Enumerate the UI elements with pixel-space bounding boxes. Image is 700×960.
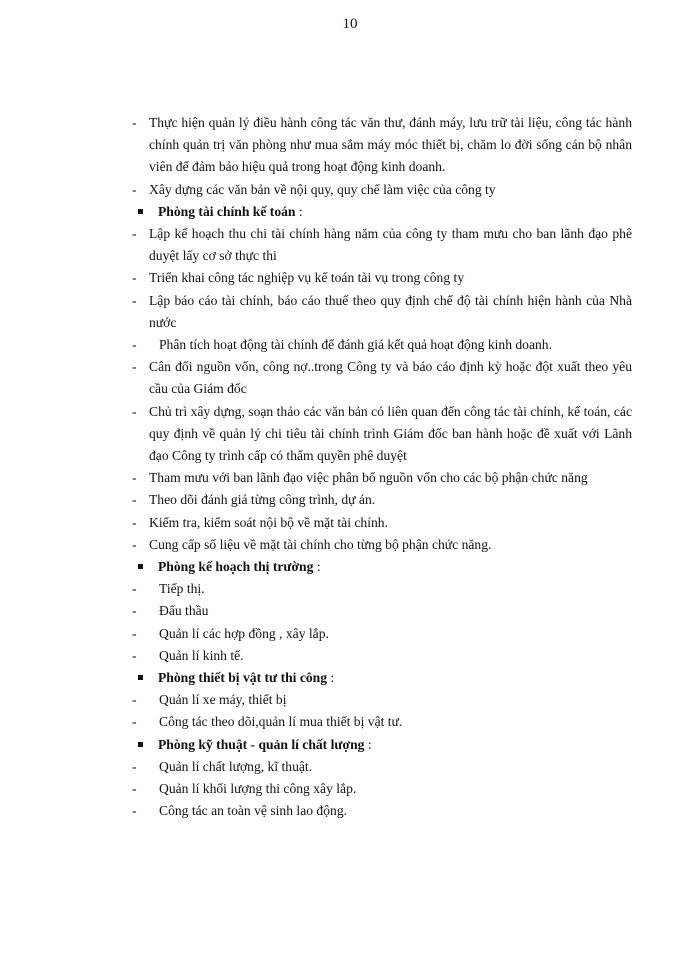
section-heading-title: Phòng tài chính kế toán [158,203,296,219]
list-item [132,578,632,600]
dash-bullet-icon: - [132,581,137,597]
list-item [132,356,632,400]
section-heading-colon: : [364,736,372,752]
dash-bullet-icon: - [132,270,137,286]
section-heading-colon: : [295,203,303,219]
list-item-text: Triển khai công tác nghiệp vụ kế toán tài vụ trong công ty [149,270,465,286]
dash-bullet-icon: - [132,470,137,486]
dash-bullet-icon: - [132,514,137,530]
dash-bullet-icon: - [132,758,137,774]
list-item [132,534,632,556]
dash-bullet-icon: - [132,115,137,130]
list-item-text: Quản lí kinh tế. [159,647,244,663]
square-bullet-icon [138,742,143,747]
list-item [132,512,632,534]
list-item [132,267,632,289]
dash-bullet-icon: - [132,647,137,663]
dash-bullet-icon: - [132,781,137,797]
list-item-text: Cân đối nguồn vốn, công nợ..trong Công ty và báo cáo định kỳ hoặc đột xuất theo yêu cầu của Giám đốc [149,359,632,397]
list-item [132,223,632,267]
list-item-text: Thực hiện quản lý điều hành công tác văn thư, đánh máy, lưu trữ tài liệu, công tác hành chính quản trị văn phòng như mua sắm máy móc thiết bị, chăm lo đời sống cán bộ nhân viên để đảm bảo hiệu quả trong hoạt động kinh doanh. [149,115,632,175]
list-item-text: Quản lí khối lượng thi công xây lắp. [159,781,357,797]
list-item [132,112,632,179]
section-heading [132,201,632,223]
list-item-text: Tham mưu với ban lãnh đạo việc phân bổ nguồn vốn cho các bộ phận chức năng [149,470,588,486]
list-item-text: Tiếp thị. [159,581,205,597]
dash-bullet-icon: - [132,714,137,730]
document-body [132,112,632,823]
list-item-text: Phân tích hoạt động tài chính để đánh giá kết quả hoạt động kinh doanh. [159,337,553,353]
list-item [132,778,632,800]
list-item [132,334,632,356]
list-item-text: Đấu thầu [159,603,209,619]
list-item [132,711,632,733]
section-heading-colon: : [327,670,335,686]
section-heading [132,734,632,756]
list-item-text: Quản lí các hợp đồng , xây lắp. [159,625,329,641]
list-item [132,800,632,822]
dash-bullet-icon: - [132,292,137,308]
list-item-text: Quản lí xe máy, thiết bị [159,692,287,708]
section-heading [132,667,632,689]
list-item [132,756,632,778]
list-item [132,467,632,489]
list-item-text: Kiểm tra, kiểm soát nội bộ về mặt tài chính. [149,514,388,530]
list-item [132,600,632,622]
dash-bullet-icon: - [132,337,137,353]
list-item-text: Lập báo cáo tài chính, báo cáo thuế theo quy định chế độ tài chính hiện hành của Nhà nước [149,292,632,330]
list-item-text: Cung cấp số liệu về mặt tài chính cho từng bộ phận chức năng. [149,536,492,552]
square-bullet-icon [138,564,143,569]
section-heading-colon: : [313,559,321,575]
list-item-text: Theo dõi đánh giá từng công trình, dự án. [149,492,376,508]
list-item-text: Công tác theo dõi,quản lí mua thiết bị vật tư. [159,714,403,730]
square-bullet-icon [138,209,143,214]
list-item-text: Quản lí chất lượng, kĩ thuật. [159,758,313,774]
list-item [132,179,632,201]
dash-bullet-icon: - [132,603,137,619]
list-item-text: Lập kế hoạch thu chi tài chính hàng năm của công ty tham mưu cho ban lãnh đạo phê duyệt lấy cơ sở thực thi [149,226,632,264]
dash-bullet-icon: - [132,803,137,819]
dash-bullet-icon: - [132,625,137,641]
list-item [132,401,632,468]
dash-bullet-icon: - [132,492,137,508]
section-heading-title: Phòng thiết bị vật tư thi công [158,670,328,686]
list-item [132,689,632,711]
list-item [132,489,632,511]
list-item [132,645,632,667]
dash-bullet-icon: - [132,181,137,197]
section-heading [132,556,632,578]
list-item [132,623,632,645]
section-heading-title: Phòng kỹ thuật - quản lí chất lượng [158,736,365,752]
page-number: 10 [342,16,358,32]
list-item-text: Xây dựng các văn bản về nội quy, quy chế làm việc của công ty [149,181,496,197]
dash-bullet-icon: - [132,359,137,375]
square-bullet-icon [138,675,143,680]
list-item-text: Chủ trì xây dựng, soạn thảo các văn bản có liên quan đến công tác tài chính, kế toán, các quy định về quản lý chi tiêu tài chính trình Giám đốc ban hành hoặc đề xuất với Lãnh đạo Công ty trình cấp có thẩm quyền phê duyệt [149,403,632,464]
dash-bullet-icon: - [132,692,137,708]
dash-bullet-icon: - [132,226,137,242]
dash-bullet-icon: - [132,536,137,552]
dash-bullet-icon: - [132,403,137,419]
list-item [132,290,632,334]
list-item-text: Công tác an toàn vệ sinh lao động. [159,803,348,819]
section-heading-title: Phòng kế hoạch thị trường [158,559,314,575]
